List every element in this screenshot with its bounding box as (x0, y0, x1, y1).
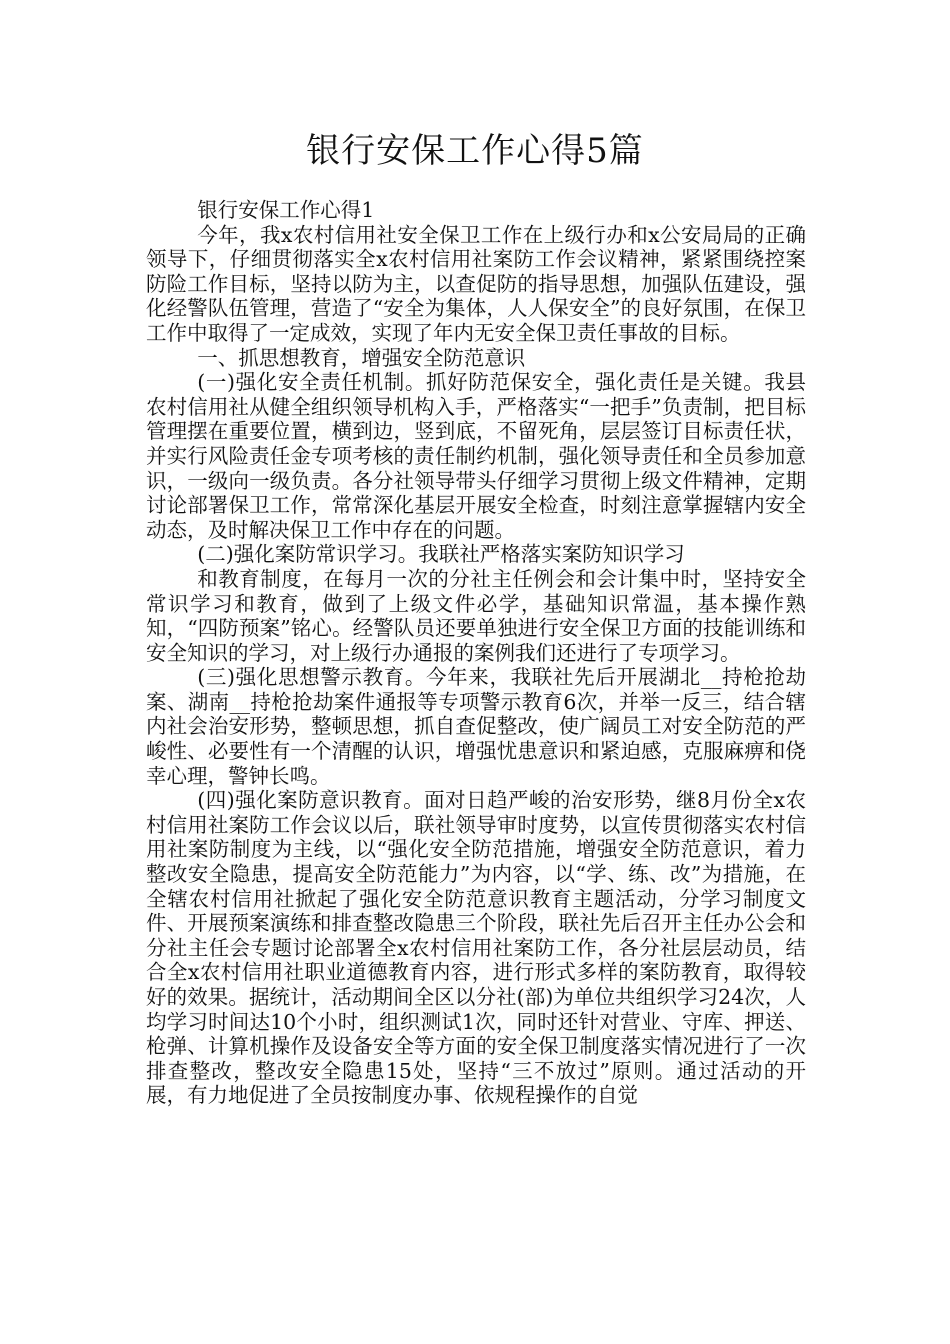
section-heading: 银行安保工作心得1 (197, 198, 375, 222)
document-body (146, 198, 806, 1108)
paragraph: (一)强化安全责任机制。抓好防范保安全，强化责任是关键。我县农村信用社从健全组织领导机构入手，严格落实“一把手”负责制，把目标管理摆在重要位置，横到边，竖到底，不留死角，层层签订目标责任状，并实行风险责任金专项考核的责任制约机制，强化领导责任和全员参加意识，一级向一级负责。各分社领导带头仔细学习贯彻上级文件精神，定期讨论部署保卫工作，常常深化基层开展安全检查，时刻注意掌握辖内安全动态，及时解决保卫工作中存在的问题。 (146, 370, 806, 542)
paragraph: 今年，我x农村信用社安全保卫工作在上级行办和x公安局局的正确领导下，仔细贯彻落实全x农村信用社案防工作会议精神，紧紧围绕控案防险工作目标，坚持以防为主，以查促防的指导思想，加强队伍建设，强化经警队伍管理，营造了“安全为集体，人人保安全”的良好氛围，在保卫工作中取得了一定成效，实现了年内无安全保卫责任事故的目标。 (146, 222, 806, 345)
paragraph: (四)强化案防意识教育。面对日趋严峻的治安形势，继8月份全x农村信用社案防工作会议以后，联社领导审时度势，以宣传贯彻落实农村信用社案防制度为主线，以“强化安全防范措施，增强安全防范意识，着力整改安全隐患，提高安全防范能力”为内容，以“学、练、改”为措施，在全辖农村信用社掀起了强化安全防范意识教育主题活动，分学习制度文件、开展预案演练和排查整改隐患三个阶段，联社先后召开主任办公会和分社主任会专题讨论部署全x农村信用社案防工作，各分社层层动员，结合全x农村信用社职业道德教育内容，进行形式多样的案防教育，取得较好的效果。据统计，活动期间全区以分社(部)为单位共组织学习24次，人均学习时间达10个小时，组织测试1次，同时还针对营业、守库、押送、枪弹、计算机操作及设备安全等方面的安全保卫制度落实情况进行了一次排查整改，整改安全隐患15处，坚持“三不放过”原则。通过活动的开展，有力地促进了全员按制度办事、依规程操作的自觉 (146, 788, 806, 1108)
document-title: 银行安保工作心得5篇 (306, 131, 644, 171)
paragraph: (二)强化案防常识学习。我联社严格落实案防知识学习 (197, 542, 685, 567)
paragraph: 和教育制度，在每月一次的分社主任例会和会计集中时，坚持安全常识学习和教育，做到了上级文件必学，基础知识常温，基本操作熟知，“四防预案”铭心。经警队员还要单独进行安全保卫方面的技能训练和安全知识的学习，对上级行办通报的案例我们还进行了专项学习。 (146, 566, 806, 665)
paragraph: (三)强化思想警示教育。今年来，我联社先后开展湖北__持枪抢劫案、湖南__持枪抢劫案件通报等专项警示教育6次，并举一反三，结合辖内社会治安形势，整顿思想，抓自查促整改，使广阔员工对安全防范的严峻性、必要性有一个清醒的认识，增强忧患意识和紧迫感，克服麻痹和侥幸心理，警钟长鸣。 (146, 665, 806, 788)
subsection-heading: 一、抓思想教育，增强安全防范意识 (197, 345, 526, 370)
